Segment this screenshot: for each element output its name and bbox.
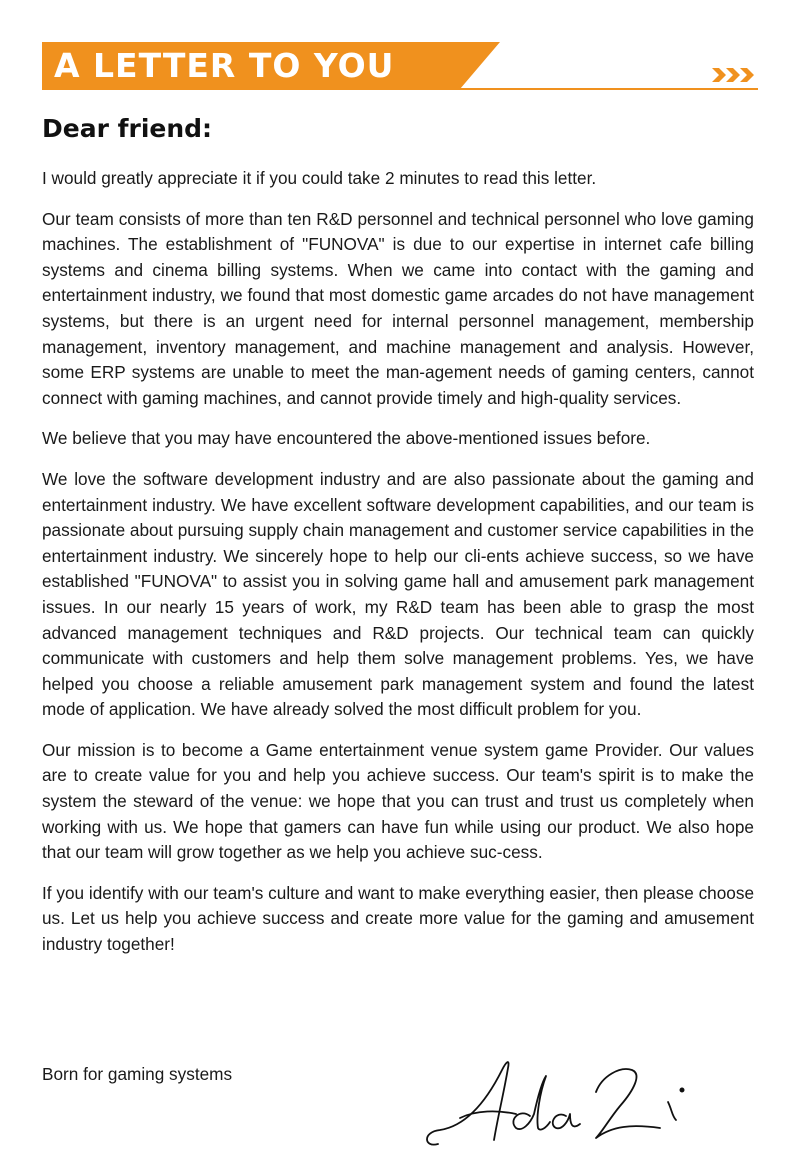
- paragraph-passion: We love the software development industry and are also passionate about the gaming and entertainment industry. We have excellent software development capabilities, and our team is passionate about pursuing supply chain management and customer service capabilities in the entertainment industry. We sincerely hope to help our cli-ents achieve success, so we have established "FUNOVA" to assist you in solving game hall and amusement park management issues. In our nearly 15 years of work, my R&D team has been able to grasp the most advanced management techniques and R&D projects. Our technical team can quickly communicate with customers and help them solve management problems. Yes, we have helped you choose a reliable amusement park management system and found the latest mode of application. We have already solved the most difficult problem for you.: [42, 468, 754, 720]
- triple-chevron-right-icon: [712, 66, 756, 84]
- page-title: A LETTER TO YOU: [54, 46, 395, 85]
- header-divider: [42, 88, 758, 90]
- letter-header: [42, 42, 758, 92]
- paragraph-issues: We believe that you may have encountered the above-mentioned issues before.: [42, 428, 651, 449]
- paragraph-invitation: If you identify with our team's culture and want to make everything easier, then please choose us. Let us help you achieve success and create more value for the gaming and amusement industry together!: [42, 882, 754, 955]
- paragraph-team: Our team consists of more than ten R&D personnel and technical personnel who love gaming machines. The establishment of "FUNOVA" is due to our expertise in internet cafe billing systems and cinema billing systems. When we came into contact with the gaming and entertainment industry, we found that most domestic game arcades do not have management systems, but there is an urgent need for internal personnel management, membership management, inventory management, and machine management and analysis. However, some ERP systems are unable to meet the man-agement needs of gaming centers, cannot connect with gaming machines, and cannot provide timely and high-quality services.: [42, 208, 754, 408]
- paragraph-intro: I would greatly appreciate it if you could take 2 minutes to read this letter.: [42, 168, 597, 188]
- paragraph-mission: Our mission is to become a Game entertainment venue system game Provider. Our values are to create value for you and help you achieve success. Our team's spirit is to make the system the steward of the venue: we hope that you can trust and trust us completely when working with us. We hope that gamers can have fun while using our product. We also hope that our team will grow together as we help you achieve suc-cess.: [42, 739, 754, 863]
- signature: [420, 1036, 720, 1152]
- closing-line: Born for gaming systems: [42, 1064, 233, 1084]
- title-banner: [42, 42, 460, 89]
- letter-body: [42, 166, 754, 973]
- title-banner-tail: [460, 42, 500, 89]
- greeting-heading: Dear friend:: [42, 114, 213, 143]
